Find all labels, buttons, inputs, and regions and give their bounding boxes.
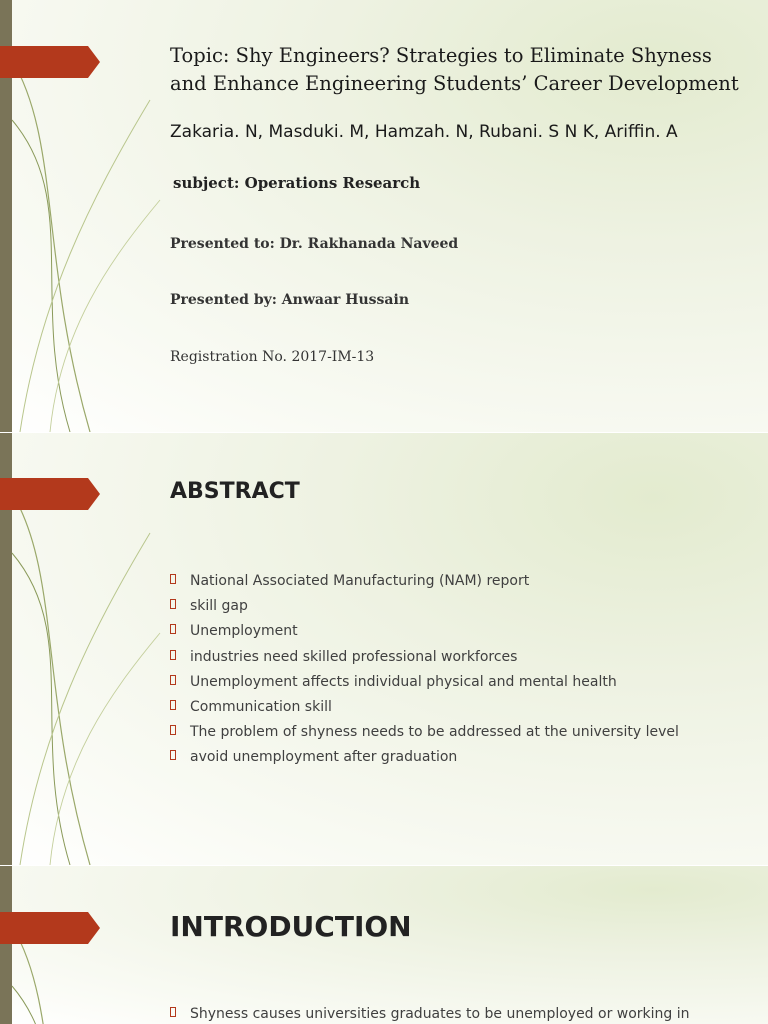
- authors-line: Zakaria. N, Masduki. M, Hamzah. N, Rubani. S N K, Ariffin. A: [170, 122, 678, 142]
- list-item: [168, 720, 679, 745]
- bullet-text: Communication skill: [190, 699, 332, 716]
- slide-edge-bar: [0, 866, 12, 1024]
- list-item: [168, 745, 679, 770]
- section-heading-abstract: ABSTRACT: [170, 479, 300, 504]
- list-item: [168, 594, 679, 619]
- list-item: [168, 1002, 690, 1024]
- registration-line: Registration No. 2017-IM-13: [170, 349, 375, 365]
- bullet-text: industries need skilled professional workforces: [190, 648, 518, 665]
- list-item: [168, 619, 679, 644]
- slide-arrow-tab: [0, 46, 100, 78]
- bullet-icon: [170, 624, 176, 634]
- slide-arrow-tab: [0, 478, 100, 510]
- list-item: [168, 695, 679, 720]
- bullet-icon: [170, 700, 176, 710]
- bullet-icon: [170, 574, 176, 584]
- bullet-text: Unemployment: [190, 623, 298, 640]
- slide-introduction[interactable]: [0, 866, 768, 1024]
- decorative-swirl: [0, 866, 200, 1024]
- bullet-list: [168, 569, 679, 771]
- bullet-icon: [170, 750, 176, 760]
- bullet-text: National Associated Manufacturing (NAM) report: [190, 573, 530, 589]
- bullet-text: Shyness causes universities graduates to be unemployed or working in: [190, 1006, 690, 1022]
- bullet-icon: [170, 675, 176, 685]
- slide-abstract[interactable]: [0, 433, 768, 865]
- subject-line: subject: Operations Research: [173, 174, 421, 192]
- presented-by-line: Presented by: Anwaar Hussain: [170, 292, 410, 308]
- topic-title: Topic: Shy Engineers? Strategies to Eliminate Shyness and Enhance Engineering Students’ Career Development: [170, 44, 739, 95]
- bullet-text: Unemployment affects individual physical and mental health: [190, 673, 617, 690]
- bullet-list: [168, 1002, 690, 1024]
- section-heading-introduction: INTRODUCTION: [170, 910, 412, 943]
- list-item: [168, 645, 679, 670]
- presented-to-line: Presented to: Dr. Rakhanada Naveed: [170, 236, 459, 252]
- bullet-icon: [170, 1007, 176, 1017]
- list-item: [168, 569, 679, 594]
- bullet-text: skill gap: [190, 598, 248, 615]
- slide-title[interactable]: [0, 0, 768, 432]
- bullet-icon: [170, 650, 176, 660]
- bullet-text: avoid unemployment after graduation: [190, 749, 458, 766]
- bullet-icon: [170, 725, 176, 735]
- bullet-icon: [170, 599, 176, 609]
- bullet-text: The problem of shyness needs to be addressed at the university level: [190, 724, 679, 741]
- slide-arrow-tab: [0, 912, 100, 944]
- list-item: [168, 670, 679, 695]
